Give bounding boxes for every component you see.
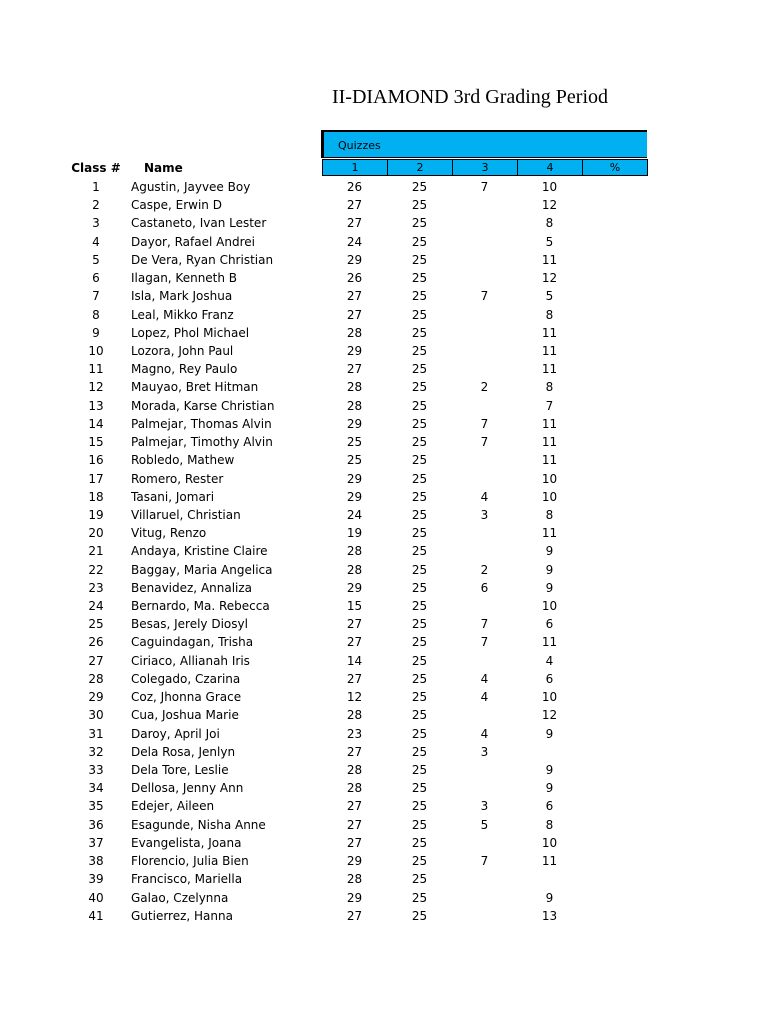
table-row (0, 889, 768, 907)
quiz-2-cell: 25 (411, 580, 428, 595)
student-name-cell: Dela Tore, Leslie (131, 763, 229, 777)
student-name-cell: Colegado, Czarina (131, 671, 241, 686)
quiz-1-cell: 25 (346, 435, 363, 450)
student-name-cell: Francisco, Mariella (131, 872, 243, 887)
table-row (0, 178, 768, 196)
quiz-2-cell: 25 (411, 325, 428, 340)
table-row (0, 324, 768, 342)
quiz-1-cell: 27 (346, 307, 363, 322)
quiz-1-cell: 29 (346, 471, 363, 486)
class-number-cell: 10 (88, 343, 104, 358)
class-number-cell: 38 (88, 854, 104, 869)
quiz-4-cell: 5 (545, 289, 554, 304)
student-name-cell: Morada, Karse Christian (131, 398, 275, 413)
class-number-cell: 12 (88, 380, 104, 395)
class-number-cell: 22 (88, 562, 104, 577)
table-row (0, 306, 768, 324)
quiz-4-cell: 10 (541, 180, 558, 194)
quiz-3-cell: 3 (480, 507, 489, 522)
table-row (0, 870, 768, 888)
quiz-4-cell: 12 (541, 708, 558, 723)
quiz-4-cell: 11 (541, 854, 558, 869)
table-row (0, 196, 768, 214)
quiz-1-cell: 15 (346, 599, 363, 614)
quiz-3-cell: 3 (480, 799, 489, 814)
class-number-cell: 40 (88, 890, 104, 905)
student-name-cell: Daroy, April Joi (131, 726, 220, 741)
quiz-2-cell: 25 (411, 653, 428, 668)
quizzes-header (321, 130, 647, 158)
quiz-4-cell: 5 (545, 234, 554, 249)
quiz-3-cell: 7 (480, 854, 489, 869)
quiz-4-cell: 9 (545, 763, 554, 777)
student-name-cell: Benavidez, Annaliza (131, 580, 253, 595)
quiz-3-cell: 7 (480, 635, 489, 650)
class-number-cell: 39 (88, 872, 104, 887)
quiz-2-cell: 25 (411, 799, 428, 814)
student-name-cell: Dela Rosa, Jenlyn (131, 744, 236, 759)
quiz-3-cell: 2 (480, 562, 489, 577)
student-name-cell: Evangelista, Joana (131, 835, 242, 850)
quiz-4-cell: 11 (541, 325, 558, 340)
quiz-3-cell: 2 (480, 380, 489, 395)
student-name-cell: Castaneto, Ivan Lester (131, 216, 267, 231)
quiz-col-4: 4 (518, 160, 583, 175)
quiz-4-cell: 11 (541, 252, 558, 267)
student-name-cell: De Vera, Ryan Christian (131, 252, 274, 267)
student-name-cell: Ciriaco, Allianah Iris (131, 653, 250, 668)
table-row (0, 415, 768, 433)
class-number-cell: 11 (88, 362, 104, 377)
class-number-cell: 15 (88, 435, 104, 450)
quiz-2-cell: 25 (411, 726, 428, 741)
student-name-cell: Caspe, Erwin D (131, 198, 222, 213)
table-row (0, 470, 768, 488)
class-number-cell: 14 (88, 416, 104, 431)
quiz-4-cell: 8 (545, 307, 554, 322)
quiz-number-header (322, 159, 648, 176)
class-number-cell: 17 (88, 471, 104, 486)
table-row (0, 579, 768, 597)
quiz-4-cell: 7 (545, 398, 554, 413)
table-row (0, 488, 768, 506)
table-row (0, 852, 768, 870)
quiz-1-cell: 27 (346, 289, 363, 304)
student-name-cell: Edejer, Aileen (131, 799, 215, 814)
student-name-cell: Isla, Mark Joshua (131, 289, 233, 304)
quiz-2-cell: 25 (411, 817, 428, 832)
class-number-cell: 41 (88, 908, 104, 923)
quiz-4-cell: 13 (541, 908, 558, 923)
student-name-cell: Florencio, Julia Bien (131, 854, 249, 869)
table-row (0, 287, 768, 305)
student-name-cell: Tasani, Jomari (131, 489, 215, 504)
quiz-4-cell: 4 (545, 653, 554, 668)
quiz-4-cell: 12 (541, 271, 558, 286)
student-name-cell: Palmejar, Timothy Alvin (131, 435, 273, 450)
class-number-cell: 35 (88, 799, 104, 814)
quiz-1-cell: 27 (346, 635, 363, 650)
quiz-3-cell: 7 (480, 289, 489, 304)
student-name-cell: Galao, Czelynna (131, 890, 229, 905)
table-row (0, 706, 768, 724)
quiz-4-cell: 8 (545, 507, 554, 522)
quiz-4-cell: 11 (541, 435, 558, 450)
student-name-cell: Andaya, Kristine Claire (131, 544, 268, 559)
table-row (0, 779, 768, 797)
student-table (0, 178, 768, 925)
student-name-cell: Vitug, Renzo (131, 526, 207, 541)
quiz-4-cell: 9 (545, 781, 554, 796)
class-number-cell: 20 (88, 526, 104, 541)
student-name-cell: Gutierrez, Hanna (131, 908, 233, 923)
table-row (0, 433, 768, 451)
student-name-cell: Esagunde, Nisha Anne (131, 817, 266, 832)
quiz-4-cell: 11 (541, 343, 558, 358)
class-number-cell: 33 (88, 763, 104, 777)
table-row (0, 233, 768, 251)
quiz-2-cell: 25 (411, 763, 428, 777)
quiz-3-cell: 7 (480, 435, 489, 450)
class-number-cell: 2 (92, 198, 100, 213)
table-row (0, 615, 768, 633)
quiz-2-cell: 25 (411, 489, 428, 504)
table-row (0, 725, 768, 743)
quiz-1-cell: 28 (346, 562, 363, 577)
quiz-col-1: 1 (323, 160, 388, 175)
quiz-1-cell: 27 (346, 799, 363, 814)
class-number-cell: 19 (88, 507, 104, 522)
quiz-2-cell: 25 (411, 781, 428, 796)
quiz-2-cell: 25 (411, 252, 428, 267)
quiz-4-cell: 11 (541, 453, 558, 468)
table-row (0, 834, 768, 852)
quiz-2-cell: 25 (411, 471, 428, 486)
quiz-2-cell: 25 (411, 744, 428, 759)
quiz-3-cell: 7 (480, 416, 489, 431)
quiz-4-cell: 9 (545, 562, 554, 577)
class-number-cell: 6 (92, 271, 100, 286)
quiz-2-cell: 25 (411, 708, 428, 723)
student-name-cell: Coz, Jhonna Grace (131, 690, 242, 705)
table-row (0, 342, 768, 360)
quiz-1-cell: 23 (346, 726, 363, 741)
quiz-4-cell: 10 (541, 835, 558, 850)
class-number-cell: 32 (88, 744, 104, 759)
class-number-cell: 30 (88, 708, 104, 723)
quiz-1-cell: 27 (346, 617, 363, 632)
quiz-col-3: 3 (453, 160, 518, 175)
quiz-4-cell: 8 (545, 216, 554, 231)
quiz-2-cell: 25 (411, 234, 428, 249)
quiz-4-cell: 9 (545, 580, 554, 595)
table-row (0, 251, 768, 269)
quiz-2-cell: 25 (411, 835, 428, 850)
quiz-1-cell: 27 (346, 744, 363, 759)
quizzes-label: Quizzes (338, 139, 381, 152)
student-name-cell: Lopez, Phol Michael (131, 325, 250, 340)
table-row (0, 797, 768, 815)
table-row (0, 269, 768, 287)
student-name-cell: Caguindagan, Trisha (131, 635, 254, 650)
quiz-4-cell: 6 (545, 617, 554, 632)
table-row (0, 761, 768, 779)
quiz-1-cell: 29 (346, 252, 363, 267)
table-row (0, 451, 768, 469)
quiz-1-cell: 24 (346, 234, 363, 249)
student-name-cell: Romero, Rester (131, 471, 224, 486)
table-row (0, 652, 768, 670)
quiz-1-cell: 12 (346, 690, 363, 705)
class-number-cell: 16 (88, 453, 104, 468)
class-number-cell: 5 (92, 252, 100, 267)
quiz-2-cell: 25 (411, 854, 428, 869)
quiz-1-cell: 29 (346, 580, 363, 595)
quiz-4-cell: 6 (545, 671, 554, 686)
quiz-2-cell: 25 (411, 343, 428, 358)
quiz-2-cell: 25 (411, 398, 428, 413)
class-number-cell: 29 (88, 690, 104, 705)
class-number-cell: 18 (88, 489, 104, 504)
class-number-cell: 23 (88, 580, 104, 595)
quiz-4-cell: 8 (545, 380, 554, 395)
class-number-cell: 4 (92, 234, 100, 249)
quiz-2-cell: 25 (411, 362, 428, 377)
quiz-4-cell: 9 (545, 544, 554, 559)
quiz-3-cell: 5 (480, 817, 489, 832)
quiz-4-cell: 12 (541, 198, 558, 213)
quiz-4-cell: 10 (541, 599, 558, 614)
quiz-4-cell: 11 (541, 416, 558, 431)
quiz-4-cell: 9 (545, 726, 554, 741)
student-name-cell: Baggay, Maria Angelica (131, 562, 273, 577)
quiz-1-cell: 28 (346, 763, 363, 777)
quiz-2-cell: 25 (411, 435, 428, 450)
table-row (0, 597, 768, 615)
table-row (0, 542, 768, 560)
quiz-2-cell: 25 (411, 562, 428, 577)
quiz-2-cell: 25 (411, 380, 428, 395)
quiz-1-cell: 28 (346, 380, 363, 395)
class-number-cell: 24 (88, 599, 104, 614)
quiz-1-cell: 26 (346, 180, 363, 194)
student-name-cell: Robledo, Mathew (131, 453, 235, 468)
class-number-cell: 37 (88, 835, 104, 850)
quiz-1-cell: 28 (346, 708, 363, 723)
class-number-cell: 36 (88, 817, 104, 832)
quiz-col-2: 2 (388, 160, 453, 175)
table-row (0, 907, 768, 925)
quiz-1-cell: 14 (346, 653, 363, 668)
quiz-4-cell: 10 (541, 471, 558, 486)
student-name-cell: Mauyao, Bret Hitman (131, 380, 259, 395)
quiz-4-cell: 6 (545, 799, 554, 814)
quiz-1-cell: 25 (346, 453, 363, 468)
class-number-header: Class # (71, 161, 121, 175)
quiz-4-cell: 9 (545, 890, 554, 905)
quiz-2-cell: 25 (411, 544, 428, 559)
quiz-2-cell: 25 (411, 890, 428, 905)
quiz-1-cell: 29 (346, 489, 363, 504)
quiz-3-cell: 6 (480, 580, 489, 595)
quiz-1-cell: 29 (346, 890, 363, 905)
class-number-cell: 7 (92, 289, 100, 304)
student-name-cell: Dellosa, Jenny Ann (131, 781, 244, 796)
quiz-col-percent: % (609, 161, 621, 174)
class-number-cell: 13 (88, 398, 104, 413)
quiz-3-cell: 4 (480, 726, 489, 741)
quiz-1-cell: 27 (346, 362, 363, 377)
quiz-2-cell: 25 (411, 690, 428, 705)
quiz-4-cell: 11 (541, 526, 558, 541)
quiz-4-cell: 10 (541, 489, 558, 504)
student-name-cell: Cua, Joshua Marie (131, 708, 239, 723)
quiz-2-cell: 25 (411, 908, 428, 923)
quiz-2-cell: 25 (411, 635, 428, 650)
quiz-2-cell: 25 (411, 180, 428, 194)
table-row (0, 360, 768, 378)
quiz-1-cell: 29 (346, 343, 363, 358)
class-number-cell: 1 (92, 180, 100, 194)
class-number-cell: 25 (88, 617, 104, 632)
student-name-cell: Agustin, Jayvee Boy (131, 180, 251, 194)
student-name-cell: Lozora, John Paul (131, 343, 234, 358)
table-row (0, 633, 768, 651)
quiz-2-cell: 25 (411, 289, 428, 304)
class-number-cell: 34 (88, 781, 104, 796)
quiz-1-cell: 29 (346, 854, 363, 869)
class-number-cell: 8 (92, 307, 100, 322)
class-number-cell: 27 (88, 653, 104, 668)
quiz-2-cell: 25 (411, 216, 428, 231)
quiz-3-cell: 4 (480, 671, 489, 686)
table-row (0, 397, 768, 415)
quiz-1-cell: 28 (346, 781, 363, 796)
quiz-2-cell: 25 (411, 872, 428, 887)
quiz-1-cell: 27 (346, 817, 363, 832)
quiz-1-cell: 26 (346, 271, 363, 286)
quiz-1-cell: 28 (346, 872, 363, 887)
quiz-1-cell: 27 (346, 908, 363, 923)
quiz-1-cell: 29 (346, 416, 363, 431)
table-row (0, 816, 768, 834)
quiz-2-cell: 25 (411, 671, 428, 686)
quiz-3-cell: 4 (480, 690, 489, 705)
quiz-2-cell: 25 (411, 507, 428, 522)
quiz-1-cell: 27 (346, 671, 363, 686)
student-name-cell: Magno, Rey Paulo (131, 362, 238, 377)
table-row (0, 378, 768, 396)
quiz-2-cell: 25 (411, 453, 428, 468)
class-number-cell: 28 (88, 671, 104, 686)
quiz-1-cell: 19 (346, 526, 363, 541)
quiz-2-cell: 25 (411, 416, 428, 431)
quiz-2-cell: 25 (411, 198, 428, 213)
quiz-1-cell: 28 (346, 544, 363, 559)
student-name-cell: Besas, Jerely Diosyl (131, 617, 248, 632)
quiz-3-cell: 7 (480, 180, 489, 194)
student-name-cell: Dayor, Rafael Andrei (131, 234, 255, 249)
page-title: II-DIAMOND 3rd Grading Period (331, 86, 609, 108)
quiz-2-cell: 25 (411, 271, 428, 286)
class-number-cell: 9 (92, 325, 100, 340)
table-row (0, 688, 768, 706)
student-name-cell: Ilagan, Kenneth B (131, 271, 238, 286)
quiz-3-cell: 4 (480, 489, 489, 504)
student-name-cell: Palmejar, Thomas Alvin (131, 416, 272, 431)
student-name-cell: Villaruel, Christian (131, 507, 241, 522)
quiz-1-cell: 28 (346, 398, 363, 413)
table-row (0, 524, 768, 542)
quiz-2-cell: 25 (411, 307, 428, 322)
table-row (0, 670, 768, 688)
table-row (0, 561, 768, 579)
quiz-3-cell: 3 (480, 744, 489, 759)
quiz-2-cell: 25 (411, 599, 428, 614)
quiz-1-cell: 27 (346, 216, 363, 231)
quiz-4-cell: 11 (541, 635, 558, 650)
student-name-cell: Bernardo, Ma. Rebecca (131, 599, 270, 614)
class-number-cell: 21 (88, 544, 104, 559)
quiz-1-cell: 27 (346, 198, 363, 213)
quiz-1-cell: 27 (346, 835, 363, 850)
class-number-cell: 31 (88, 726, 104, 741)
quiz-2-cell: 25 (411, 617, 428, 632)
student-name-cell: Leal, Mikko Franz (131, 307, 234, 322)
class-number-cell: 26 (88, 635, 104, 650)
quiz-2-cell: 25 (411, 526, 428, 541)
quiz-4-cell: 8 (545, 817, 554, 832)
quiz-1-cell: 24 (346, 507, 363, 522)
quiz-4-cell: 11 (541, 362, 558, 377)
quiz-4-cell: 10 (541, 690, 558, 705)
name-header: Name (144, 161, 183, 175)
table-row (0, 214, 768, 232)
class-number-cell: 3 (92, 216, 100, 231)
quiz-3-cell: 7 (480, 617, 489, 632)
table-row (0, 506, 768, 524)
quiz-1-cell: 28 (346, 325, 363, 340)
table-row (0, 743, 768, 761)
